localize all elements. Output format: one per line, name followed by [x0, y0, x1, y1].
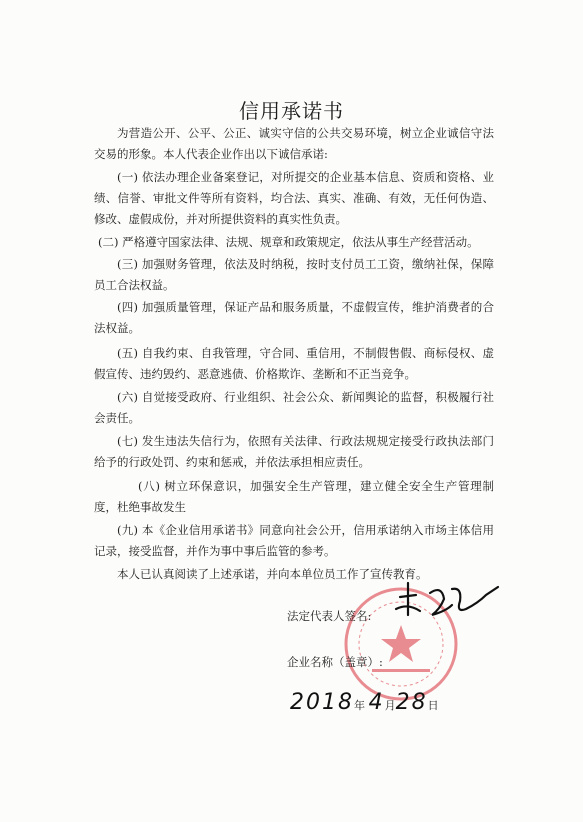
commitment-item-4: (四) 加强质量管理，保证产品和服务质量，不虚假宣传，维护消费者的合法权益。 — [94, 300, 494, 335]
signing-date — [290, 690, 439, 715]
commitment-item-2: (二) 严格遵守国家法律、法规、规章和政策规定，依法从事生产经营活动。 — [98, 235, 479, 249]
closing-paragraph: 本人已认真阅读了上述承诺，并向本单位员工作了宣传教育。 — [117, 567, 428, 581]
date-day-unit: 日 — [427, 699, 439, 712]
commitment-item-8: (八) 树立环保意识，加强安全生产管理，建立健全安全生产管理制度，杜绝事故发生 — [94, 479, 494, 514]
commitment-item-1: (一) 依法办理企业备案登记，对所提交的企业基本信息、资质和资格、业绩、信誉、审批文件等所有资料，均合法、真实、准确、有效，无任何伪造、修改、虚假成份，并对所提供资料的真实性负责。 — [94, 170, 494, 226]
date-year: 2018 — [290, 690, 354, 715]
commitment-item-7: (七) 发生违法失信行为，依照有关法律、行政法规规定接受行政执法部门给予的行政处罚、约束和惩戒，并依法承担相应责任。 — [94, 434, 494, 469]
company-name-seal-label: 企业名称（盖章）: — [287, 655, 383, 669]
commitment-item-6: (六) 自觉接受政府、行业组织、社会公众、新闻舆论的监督，积极履行社会责任。 — [94, 390, 494, 425]
date-day: 28 — [395, 690, 428, 715]
commitment-item-9: (九) 本《企业信用承诺书》同意向社会公开，信用承诺纳入市场主体信用记录，接受监督，并作为事中事后监管的参考。 — [94, 523, 494, 558]
commitment-item-5: (五) 自我约束、自我管理，守合同、重信用，不制假售假、商标侵权、虚假宣传、违约毁约、恶意逃债、价格欺诈、垄断和不正当竞争。 — [94, 346, 494, 381]
legal-rep-signature-label: 法定代表人签名: — [287, 609, 372, 623]
commitment-item-3: (三) 加强财务管理，依法及时纳税，按时支付员工工资，缴纳社保，保障员工合法权益。 — [94, 257, 494, 292]
date-year-unit: 年 — [354, 699, 365, 712]
date-month: 4 — [368, 690, 385, 715]
intro-paragraph: 为营造公开、公平、公正、诚实守信的公共交易环境，树立企业诚信守法交易的形象。本人代表企业作出以下诚信承诺: — [94, 126, 494, 161]
handwritten-signature-icon — [382, 575, 502, 635]
document-title: 信用承诺书 — [239, 99, 344, 123]
date-month-unit: 月 — [384, 699, 396, 712]
